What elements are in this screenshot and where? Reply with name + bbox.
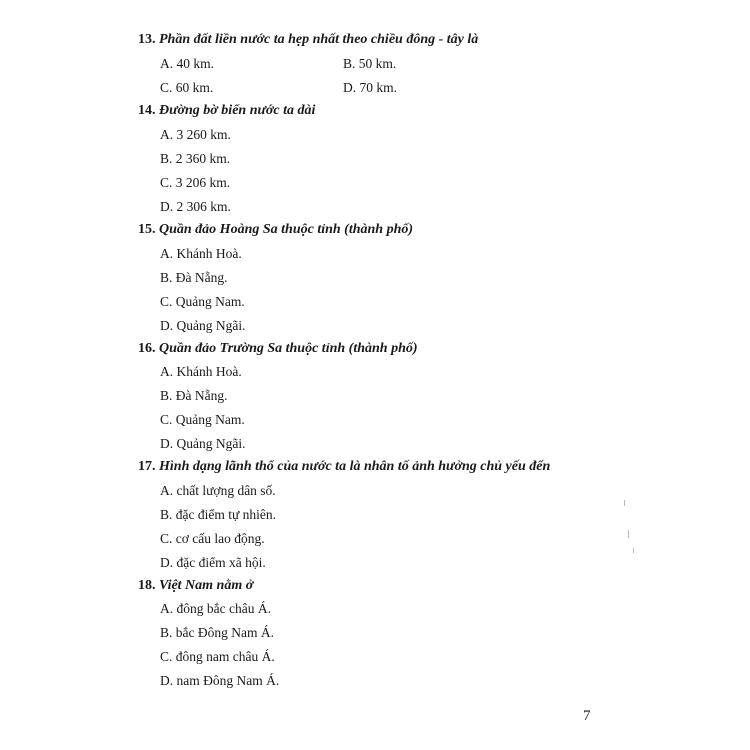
question-15-title <box>138 222 413 238</box>
question-text: Phần đất liền nước ta hẹp nhất theo chiều đông - tây là <box>159 32 479 47</box>
question-text: Quần đảo Trường Sa thuộc tỉnh (thành phố) <box>159 341 418 356</box>
option-a: A. Khánh Hoà. <box>160 364 242 379</box>
question-number: 14. <box>138 103 156 118</box>
question-17-title <box>138 459 550 475</box>
scan-speck <box>624 500 625 506</box>
question-18-title <box>138 578 253 594</box>
question-number: 16. <box>138 341 156 356</box>
question-number: 18. <box>138 578 156 593</box>
option-c: C. 3 206 km. <box>160 175 231 190</box>
option-c: C. Quảng Nam. <box>160 412 245 427</box>
option-a: A. 40 km. <box>160 56 214 71</box>
option-d: D. Quảng Ngãi. <box>160 318 246 333</box>
option-c: C. Quảng Nam. <box>160 294 245 309</box>
question-text: Đường bờ biển nước ta dài <box>159 103 316 118</box>
question-text: Hình dạng lãnh thổ của nước ta là nhân tố ảnh hưởng chủ yếu đến <box>159 459 551 474</box>
option-d: D. đặc điểm xã hội. <box>160 555 266 570</box>
option-a: A. chất lượng dân số. <box>160 483 276 498</box>
option-a: A. đông bắc châu Á. <box>160 601 271 616</box>
option-c: C. 60 km. <box>160 80 214 95</box>
question-number: 13. <box>138 32 156 47</box>
option-d: D. 70 km. <box>343 80 397 95</box>
question-14-title <box>138 103 315 119</box>
option-d: D. Quảng Ngãi. <box>160 436 246 451</box>
question-16-title <box>138 341 418 357</box>
option-d: D. 2 306 km. <box>160 199 231 214</box>
option-b: B. Đà Nẵng. <box>160 388 228 403</box>
scan-speck <box>628 530 629 538</box>
page-number: 7 <box>583 708 591 724</box>
option-b: B. bắc Đông Nam Á. <box>160 625 274 640</box>
scan-speck <box>633 548 634 553</box>
option-b: B. Đà Nẵng. <box>160 270 228 285</box>
option-c: C. đông nam châu Á. <box>160 649 275 664</box>
option-b: B. đặc điểm tự nhiên. <box>160 507 277 522</box>
option-a: A. Khánh Hoà. <box>160 246 242 261</box>
question-number: 15. <box>138 222 156 237</box>
option-b: B. 50 km. <box>343 56 397 71</box>
option-b: B. 2 360 km. <box>160 151 231 166</box>
question-13-title <box>138 32 478 48</box>
question-number: 17. <box>138 459 156 474</box>
option-d: D. nam Đông Nam Á. <box>160 673 280 688</box>
option-c: C. cơ cấu lao động. <box>160 531 265 546</box>
option-a: A. 3 260 km. <box>160 127 231 142</box>
question-text: Quần đảo Hoàng Sa thuộc tỉnh (thành phố) <box>159 222 414 237</box>
question-text: Việt Nam nằm ở <box>159 578 254 593</box>
